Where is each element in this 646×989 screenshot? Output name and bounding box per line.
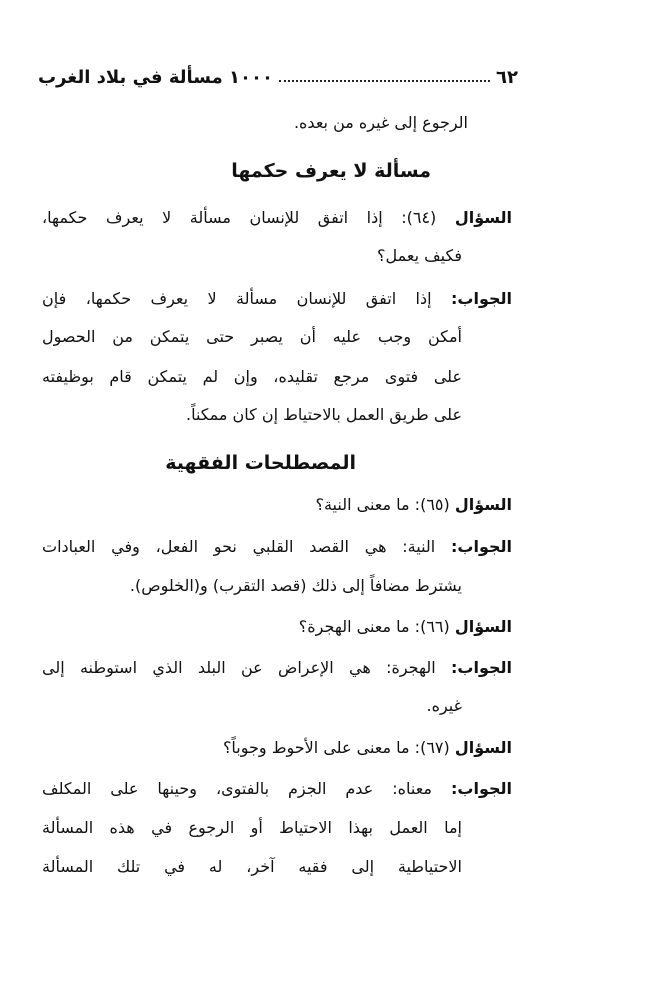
section-heading: المصطلحات الفقهية	[165, 452, 356, 474]
answer-line: الجواب: إذا اتفق للإنسان مسألة لا يعرف حكمها، فإن	[42, 289, 512, 308]
question-line: السؤال (٦٤): إذا اتفق للإنسان مسألة لا يعرف حكمها،	[42, 208, 513, 227]
answer-line: الجواب: معناه: عدم الجزم بالفتوى، وحينها على المكلف	[42, 779, 512, 798]
book-title: ١٠٠٠ مسألة في بلاد الغرب	[38, 67, 273, 88]
text-line: إما العمل بهذا الاحتياط أو الرجوع في هذه المسألة	[42, 818, 462, 837]
question-line: السؤال (٦٧): ما معنى على الأحوط وجوباً؟	[222, 738, 512, 757]
header-dot-leader	[279, 80, 490, 82]
answer-lead: الجواب:	[450, 779, 512, 798]
running-header	[38, 62, 518, 88]
answer-line: الجواب: النية: هي القصد القلبي نحو الفعل، وفي العبادات	[42, 537, 512, 556]
question-lead: السؤال	[454, 495, 512, 514]
question-line: السؤال (٦٦): ما معنى الهجرة؟	[298, 617, 512, 636]
text-line: الاحتياطية إلى فقيه آخر، له في تلك المسألة	[42, 857, 462, 876]
text-line: الرجوع إلى غيره من بعده.	[293, 113, 468, 132]
question-lead: السؤال	[454, 738, 512, 757]
text-line: أمكن وجب عليه أن يصبر حتى يتمكن من الحصول	[42, 327, 462, 346]
question-lead: السؤال	[454, 208, 513, 227]
page-number: ٦٢	[496, 67, 518, 88]
question-line: السؤال (٦٥): ما معنى النية؟	[315, 495, 512, 514]
text-line: فكيف يعمل؟	[377, 246, 462, 265]
answer-line: الجواب: الهجرة: هي الإعراض عن البلد الذي استوطنه إلى	[42, 658, 512, 677]
text-line: على طريق العمل بالاحتياط إن كان ممكناً.	[185, 405, 462, 424]
section-heading: مسألة لا يعرف حكمها	[231, 160, 431, 182]
answer-lead: الجواب:	[450, 658, 512, 677]
text-line: يشترط مضافاً إلى ذلك (قصد التقرب) و(الخلوص).	[129, 576, 462, 595]
text-line: على فتوى مرجع تقليده، وإن لم يتمكن قام بوظيفته	[42, 367, 462, 386]
answer-lead: الجواب:	[450, 289, 512, 308]
text-line: غيره.	[426, 696, 462, 715]
question-lead: السؤال	[454, 617, 512, 636]
answer-lead: الجواب:	[450, 537, 512, 556]
